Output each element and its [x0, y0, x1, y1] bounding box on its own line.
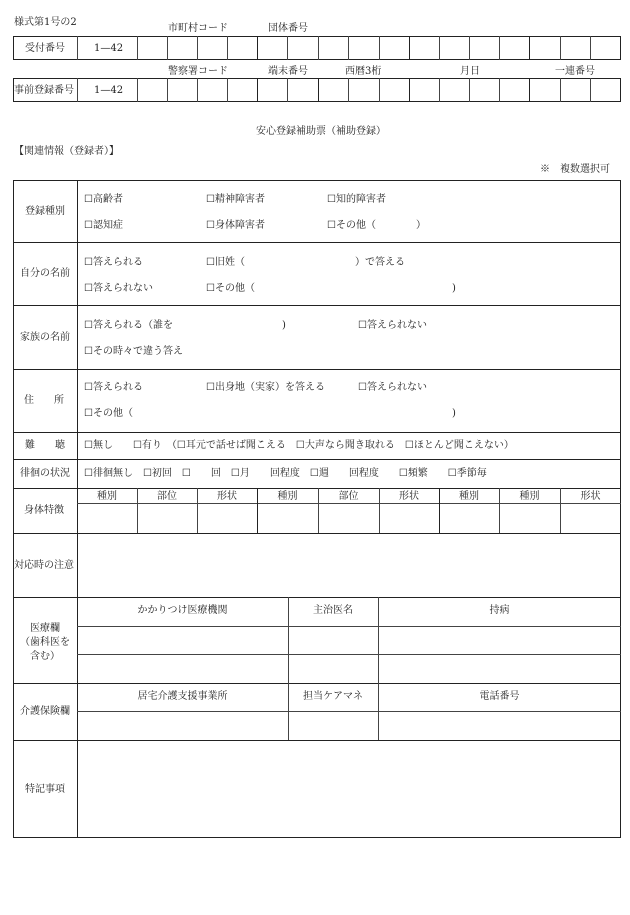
municipality-code-head: 市町村コード [168, 23, 228, 34]
year-head: 西暦3桁 [345, 66, 382, 77]
hearing-options[interactable]: ☐無し ☐有り （☐耳元で話せば聞こえる ☐大声なら聞き取れる ☐ほとんど聞こえない） [84, 440, 514, 451]
medical-head-clinic: かかりつけ医療機関 [137, 605, 228, 616]
section-label: 【関連情報（登録者）】 [14, 146, 119, 157]
body-head-type-1: 種別 [97, 491, 117, 502]
body-head-type-2: 種別 [277, 491, 298, 502]
body-head-shape-2: 形状 [399, 491, 419, 502]
checkbox-dementia[interactable]: ☐認知症 [84, 220, 123, 231]
body-head-shape-3: 形状 [580, 491, 601, 502]
address-other-close: ) [452, 408, 456, 419]
form-number: 様式第1号の2 [14, 17, 77, 28]
checkbox-address-can[interactable]: ☐答えられる [84, 382, 143, 393]
checkbox-address-cannot[interactable]: ☐答えられない [358, 382, 427, 393]
month-day-head: 月日 [460, 66, 480, 77]
care-head-phone: 電話番号 [479, 691, 520, 702]
page-title: 安心登録補助票（補助登録） [256, 126, 386, 137]
body-head-type-3: 種別 [459, 491, 479, 502]
family-name-who-close: ) [282, 320, 286, 331]
checkbox-other-type[interactable]: ☐その他（ ） [327, 220, 426, 231]
special-notes-field[interactable] [78, 741, 620, 837]
care-head-office: 居宅介護支援事業所 [137, 691, 228, 702]
checkbox-own-name-other[interactable]: ☐その他（ [206, 283, 255, 294]
medical-head-doctor: 主治医名 [313, 605, 353, 616]
family-name-label: 家族の名前 [20, 332, 70, 343]
reception-number-label: 受付番号 [25, 43, 65, 54]
care-insurance-label: 介護保険欄 [20, 706, 70, 717]
terminal-number-head: 端末番号 [268, 66, 308, 77]
checkbox-own-name-cannot[interactable]: ☐答えられない [84, 283, 153, 294]
body-head-type-4: 種別 [519, 491, 540, 502]
checkbox-own-maiden-name[interactable]: ☐旧姓（ ）で答える [206, 257, 405, 268]
hearing-label: 難 聴 [25, 440, 65, 451]
special-notes-label: 特記事項 [25, 784, 65, 795]
medical-label-text: 医療欄 （歯科医を 含む） [20, 623, 70, 662]
medical-head-condition: 持病 [489, 605, 510, 616]
body-head-part-2: 部位 [338, 491, 359, 502]
checkbox-intellectual-disability[interactable]: ☐知的障害者 [327, 194, 386, 205]
care-head-manager: 担当ケアマネ [303, 691, 363, 702]
checkbox-physical-disability[interactable]: ☐身体障害者 [206, 220, 265, 231]
reception-number-value: 1—42 [94, 43, 124, 54]
body-features-label: 身体特徴 [24, 505, 64, 516]
own-name-other-close: ) [452, 283, 456, 294]
wandering-label: 徘徊の状況 [20, 468, 70, 479]
checkbox-address-other[interactable]: ☐その他（ [84, 408, 133, 419]
body-head-shape-1: 形状 [217, 491, 237, 502]
multi-select-note: ※ 複数選択可 [540, 164, 610, 175]
checkbox-family-name-varies[interactable]: ☐その時々で違う答え [84, 346, 183, 357]
checkbox-family-name-can[interactable]: ☐答えられる（誰を [84, 320, 173, 331]
police-code-head: 警察署コード [168, 66, 228, 77]
body-head-part-1: 部位 [157, 491, 177, 502]
own-name-label: 自分の名前 [20, 268, 70, 279]
pre-registration-value: 1—42 [94, 85, 124, 96]
pre-registration-label: 事前登録番号 [14, 85, 74, 96]
handling-notes-field[interactable] [78, 534, 620, 596]
checkbox-own-name-can[interactable]: ☐答えられる [84, 257, 143, 268]
wandering-options[interactable]: ☐徘徊無し ☐初回 ☐ 回 ☐月 回程度 ☐週 回程度 ☐頻繁 ☐季節毎 [84, 468, 487, 479]
checkbox-mental-disability[interactable]: ☐精神障害者 [206, 194, 265, 205]
checkbox-address-hometown[interactable]: ☐出身地（実家）を答える [206, 382, 325, 393]
address-label: 住 所 [24, 395, 64, 406]
medical-label [13, 622, 77, 664]
org-number-head: 団体番号 [268, 23, 308, 34]
checkbox-elderly[interactable]: ☐高齢者 [84, 194, 123, 205]
reg-type-label: 登録種別 [25, 206, 65, 217]
serial-number-head: 一連番号 [555, 66, 595, 77]
checkbox-family-name-cannot[interactable]: ☐答えられない [358, 320, 427, 331]
handling-notes-label: 対応時の注意 [14, 560, 74, 571]
